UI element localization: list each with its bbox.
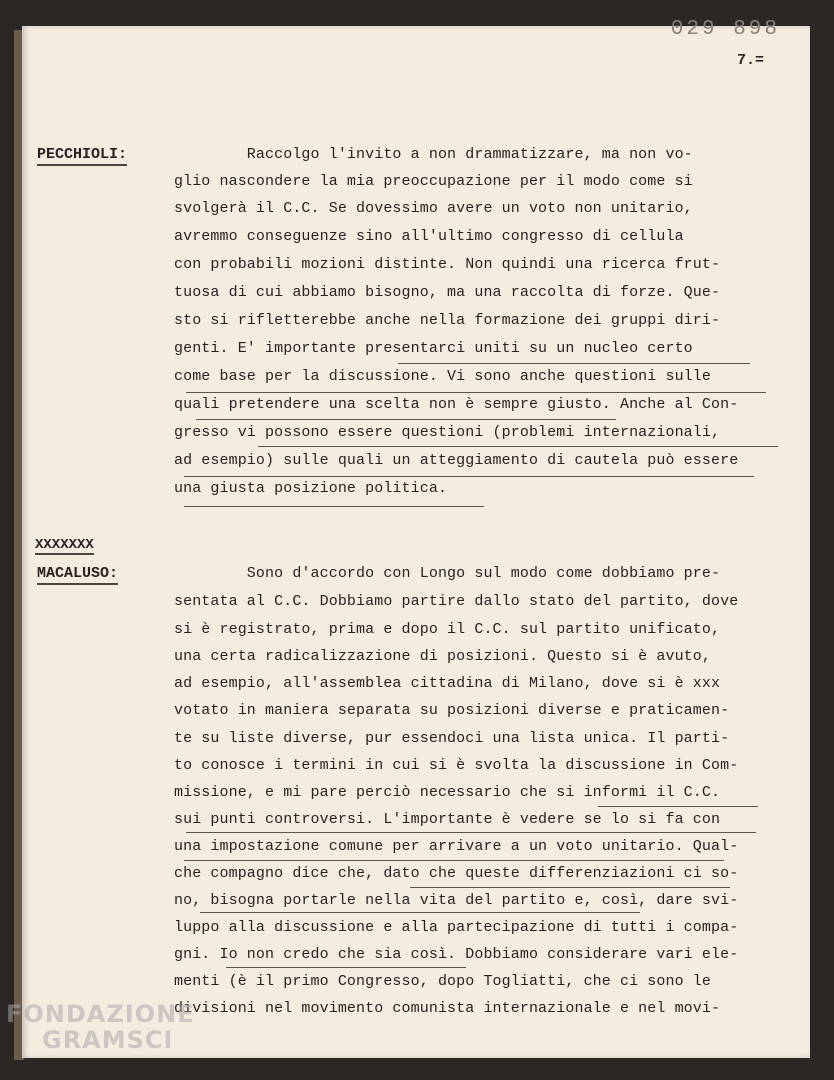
text-line: Raccolgo l'invito a non drammatizzare, ma non vo- (174, 146, 693, 163)
text-line: te su liste diverse, pur essendoci una lista unica. Il parti- (174, 730, 730, 747)
text-line: una certa radicalizzazione di posizioni. Questo si è avuto, (174, 648, 711, 665)
underline-mark (184, 506, 484, 507)
text-line: tuosa di cui abbiamo bisogno, ma una raccolta di forze. Que- (174, 284, 721, 301)
text-line: con probabili mozioni distinte. Non quindi una ricerca frut- (174, 256, 721, 273)
underline-mark (186, 832, 756, 833)
speaker-pecchioli: PECCHIOLI: (37, 146, 127, 166)
text-line: Sono d'accordo con Longo sul modo come dobbiamo pre- (174, 565, 721, 582)
text-line: una giusta posizione politica. (174, 480, 448, 497)
speaker-macaluso: MACALUSO: (37, 565, 118, 585)
underline-mark (398, 363, 750, 364)
underline-mark (184, 860, 724, 861)
text-line: sto si rifletterebbe anche nella formazione dei gruppi diri- (174, 312, 721, 329)
text-line: menti (è il primo Congresso, dopo Togliatti, che ci sono le (174, 973, 711, 990)
archive-number: 029 898 (670, 18, 780, 41)
text-line: divisioni nel movimento comunista internazionale e nel movi- (174, 1000, 721, 1017)
underline-mark (196, 419, 616, 420)
underline-mark (598, 806, 758, 807)
text-line: quali pretendere una scelta non è sempre giusto. Anche al Con- (174, 396, 739, 413)
underline-mark (200, 912, 640, 913)
underline-mark (258, 446, 778, 447)
text-line: ad esempio, all'assemblea cittadina di Milano, dove si è xxx (174, 675, 721, 692)
watermark-line: GRAMSCI (42, 1026, 174, 1054)
underline-mark (184, 476, 754, 477)
text-line: come base per la discussione. Vi sono anche questioni sulle (174, 368, 711, 385)
watermark-line: FONDAZIONE (6, 1000, 195, 1028)
struck-speaker-label: XXXXXXX (35, 537, 94, 553)
text-line: votato in maniera separata su posizioni diverse e praticamen- (174, 702, 730, 719)
text-line: che compagno dice che, dato che queste differenziazioni ci so- (174, 865, 739, 882)
text-line: sui punti controversi. L'importante è vedere se lo si fa con (174, 811, 721, 828)
text-line: sentata al C.C. Dobbiamo partire dallo stato del partito, dove (174, 593, 739, 610)
underline-mark (226, 967, 466, 968)
show-through-text (190, 124, 198, 140)
underline-mark (410, 887, 730, 888)
text-line: gresso vi possono essere questioni (problemi internazionali, (174, 424, 721, 441)
text-line: luppo alla discussione e alla partecipazione di tutti i compa- (174, 919, 739, 936)
text-line: avremmo conseguenze sino all'ultimo congresso di cellula (174, 228, 684, 245)
text-line: genti. E' importante presentarci uniti su un nucleo certo (174, 340, 693, 357)
text-line: svolgerà il C.C. Se dovessimo avere un voto non unitario, (174, 200, 693, 217)
text-line: si è registrato, prima e dopo il C.C. sul partito unificato, (174, 621, 721, 638)
fondazione-gramsci-watermark (6, 1002, 195, 1052)
page-number: 7.= (736, 52, 764, 69)
text-line: ad esempio) sulle quali un atteggiamento di cautela può essere (174, 452, 739, 469)
text-line: missione, e mi pare perciò necessario che si informi il C.C. (174, 784, 721, 801)
text-line: no, bisogna portarle nella vita del partito e, così, dare svi- (174, 892, 739, 909)
text-line: glio nascondere la mia preoccupazione per il modo come si (174, 173, 693, 190)
underline-mark (186, 392, 766, 393)
text-line: to conosce i termini in cui si è svolta la discussione in Com- (174, 757, 739, 774)
text-line: una impostazione comune per arrivare a un voto unitario. Qual- (174, 838, 739, 855)
text-line: gni. Io non credo che sia così. Dobbiamo considerare vari ele- (174, 946, 739, 963)
